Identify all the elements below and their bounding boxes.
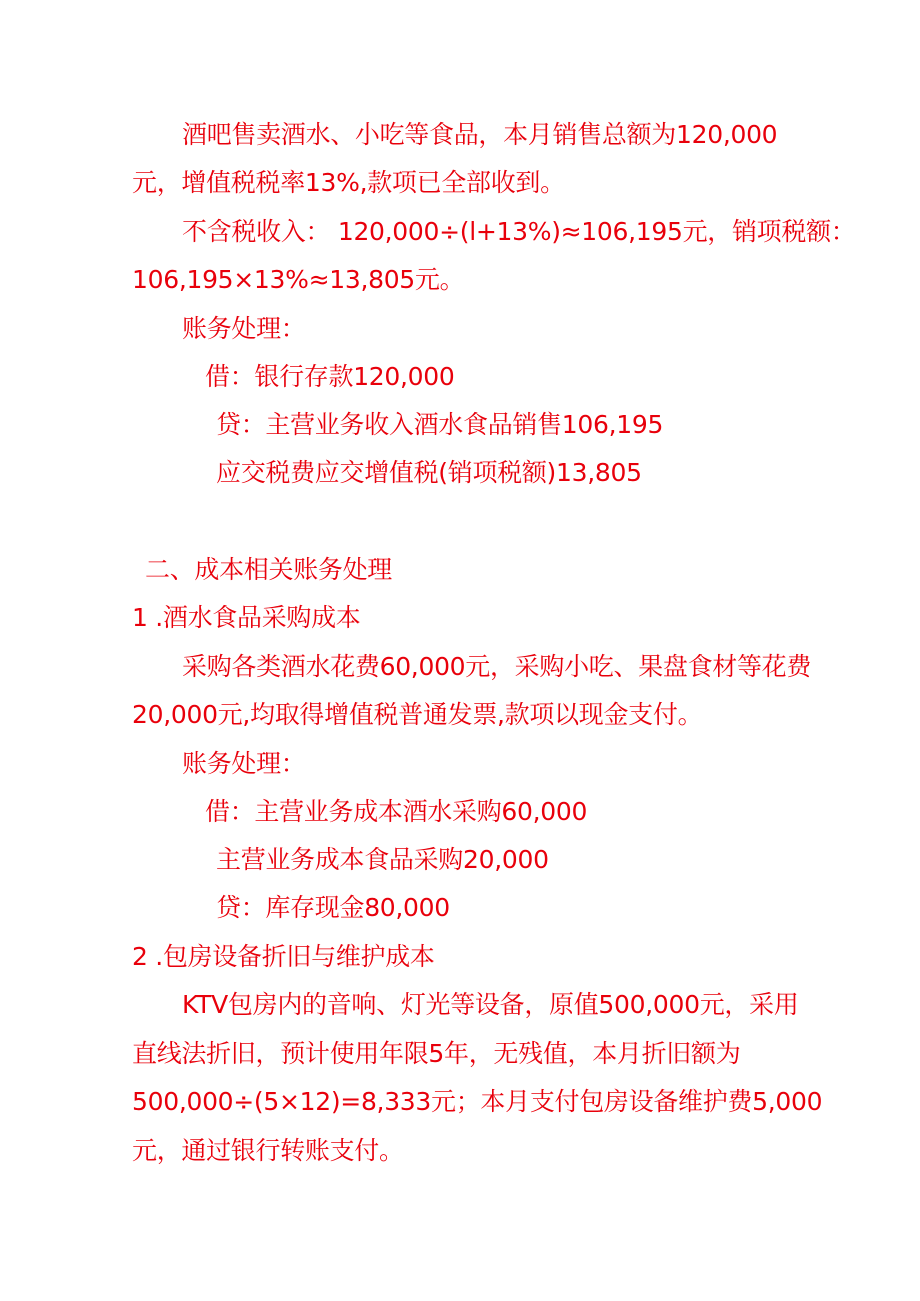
paragraph-line: 500,000÷(5×12)=8,333元；本月支付包房设备维护费5,000: [132, 1087, 823, 1116]
accounting-label: 账务处理：: [182, 749, 306, 778]
paragraph-line: 不含税收入： 120,000÷(l+13%)≈106,195元，销项税额：: [182, 217, 856, 246]
debit-entry: 借：主营业务成本酒水采购60,000: [205, 797, 588, 826]
debit-entry: 借：银行存款120,000: [205, 362, 455, 391]
paragraph-line: 酒吧售卖酒水、小吃等食品，本月销售总额为120,000: [182, 120, 778, 149]
paragraph-line: 直线法折旧，预计使用年限5年，无残值，本月折旧额为: [132, 1039, 741, 1068]
paragraph-line: KTV包房内的音响、灯光等设备，原值500,000元，采用: [182, 990, 799, 1019]
accounting-label: 账务处理：: [182, 314, 306, 343]
credit-entry: 贷：主营业务收入酒水食品销售106,195: [216, 410, 664, 439]
section-heading: 二、成本相关账务处理: [145, 555, 393, 584]
paragraph-line: 元，通过银行转账支付。: [132, 1136, 404, 1165]
credit-entry: 应交税费应交增值税(销项税额)13,805: [216, 458, 642, 487]
paragraph-line: 元，增值税税率13%,款项已全部收到。: [132, 168, 565, 197]
paragraph-line: 采购各类酒水花费60,000元，采购小吃、果盘食材等花费: [182, 652, 812, 681]
paragraph-line: 20,000元,均取得增值税普通发票,款项以现金支付。: [132, 700, 703, 729]
debit-entry: 主营业务成本食品采购20,000: [216, 845, 549, 874]
paragraph-line: 106,195×13%≈13,805元。: [132, 265, 465, 294]
credit-entry: 贷：库存现金80,000: [216, 893, 450, 922]
subsection-heading: 2 .包房设备折旧与维护成本: [132, 942, 435, 971]
subsection-heading: 1 .酒水食品采购成本: [132, 603, 361, 632]
